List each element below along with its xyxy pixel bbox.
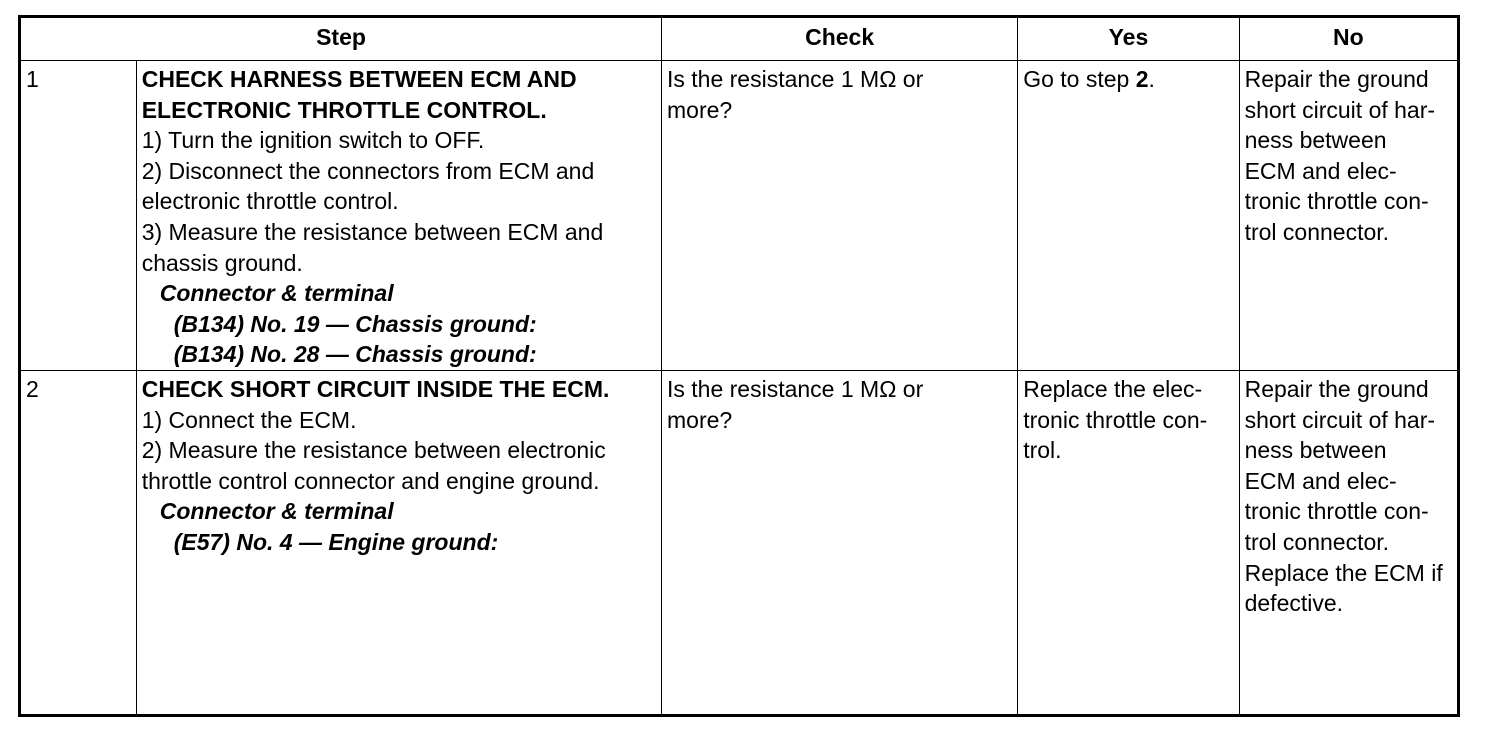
check-line: more? <box>667 406 733 433</box>
substep-line: 1) Turn the ignition switch to OFF. <box>141 127 485 154</box>
yes-suffix: . <box>1148 66 1155 92</box>
substep-line: 3) Measure the resistance between ECM and <box>141 218 604 245</box>
diagnostic-procedure-table <box>18 15 1460 717</box>
substep-line: 1) Connect the ECM. <box>141 406 357 433</box>
no-line: ECM and elec- <box>1244 157 1397 184</box>
step-reference: 2 <box>1135 66 1149 92</box>
check-cell <box>662 61 1018 371</box>
yes-line: trol. <box>1023 437 1062 464</box>
no-line: Replace the ECM if <box>1244 559 1443 586</box>
step-description <box>136 61 661 371</box>
terminal-spec: (E57) No. 4 — Engine ground: <box>173 528 499 555</box>
substep-line: chassis ground. <box>141 249 303 276</box>
no-line: Repair the ground <box>1244 376 1429 402</box>
substep-line: electronic throttle control. <box>141 188 399 215</box>
terminal-spec: (B134) No. 19 — Chassis ground: <box>173 310 537 337</box>
step-title-line: ELECTRONIC THROTTLE CONTROL. <box>141 96 547 123</box>
step-number: 1 <box>20 61 137 371</box>
no-line: defective. <box>1244 590 1344 617</box>
no-cell <box>1239 61 1458 371</box>
header-yes: Yes <box>1018 17 1239 61</box>
check-line: Is the resistance 1 MΩ or <box>667 66 924 92</box>
no-line: ness between <box>1244 127 1387 154</box>
table-header-row <box>20 17 1459 61</box>
connector-label: Connector & terminal <box>159 280 394 307</box>
yes-prefix: Go to step <box>1023 66 1136 92</box>
substep-line: 2) Disconnect the connectors from ECM and <box>141 157 595 184</box>
no-line: ness between <box>1244 437 1387 464</box>
step-description <box>136 371 661 716</box>
step-number: 2 <box>20 371 137 716</box>
step-title-line: CHECK SHORT CIRCUIT INSIDE THE ECM. <box>141 376 610 402</box>
no-line: tronic throttle con- <box>1244 188 1429 215</box>
no-line: short circuit of har- <box>1244 96 1436 123</box>
no-line: tronic throttle con- <box>1244 498 1429 525</box>
no-cell <box>1239 371 1458 716</box>
check-cell <box>662 371 1018 716</box>
yes-cell <box>1018 61 1239 371</box>
no-line: Repair the ground <box>1244 66 1429 92</box>
table-row <box>20 371 1459 716</box>
no-line: short circuit of har- <box>1244 406 1436 433</box>
no-line: trol connector. <box>1244 218 1390 245</box>
substep-line: 2) Measure the resistance between electronic <box>141 437 606 464</box>
yes-line <box>1023 64 1234 95</box>
terminal-spec: (B134) No. 28 — Chassis ground: <box>173 341 537 368</box>
no-line: trol connector. <box>1244 528 1390 555</box>
yes-cell <box>1018 371 1239 716</box>
header-step: Step <box>20 17 662 61</box>
check-line: Is the resistance 1 MΩ or <box>667 376 924 402</box>
table-row <box>20 61 1459 371</box>
check-line: more? <box>667 96 733 123</box>
yes-line: Replace the elec- <box>1023 376 1203 402</box>
yes-line: tronic throttle con- <box>1023 406 1208 433</box>
connector-label: Connector & terminal <box>159 498 394 525</box>
header-check: Check <box>662 17 1018 61</box>
substep-line: throttle control connector and engine ground. <box>141 467 600 494</box>
no-line: ECM and elec- <box>1244 467 1397 494</box>
header-no: No <box>1239 17 1458 61</box>
step-title-line: CHECK HARNESS BETWEEN ECM AND <box>141 66 577 92</box>
